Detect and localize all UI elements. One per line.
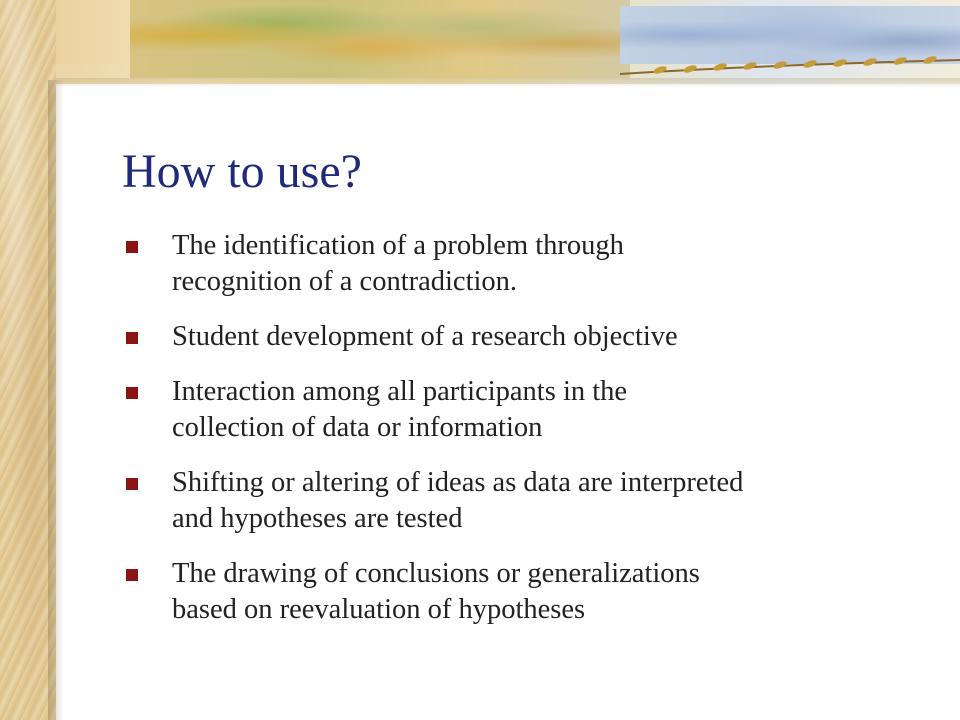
- page-edge-shadow: [48, 80, 64, 720]
- banner-leaf-pattern: [130, 0, 630, 78]
- bullet-text-line: based on reevaluation of hypotheses: [172, 594, 586, 625]
- slide-title: How to use?: [122, 145, 362, 198]
- square-bullet-icon: [126, 332, 138, 344]
- bullet-text-line: Interaction among all participants in the: [172, 376, 628, 407]
- square-bullet-icon: [126, 478, 138, 490]
- bullet-text-line: recognition of a contradiction.: [172, 266, 518, 297]
- bullet-item: [122, 465, 932, 537]
- bullet-text-line: collection of data or information: [172, 412, 543, 443]
- bullet-item: [122, 556, 932, 628]
- banner-shadow: [0, 78, 960, 88]
- bullet-text-line: The identification of a problem through: [172, 230, 624, 261]
- square-bullet-icon: [126, 569, 138, 581]
- square-bullet-icon: [126, 387, 138, 399]
- bullet-text-line: Shifting or altering of ideas as data are interpreted: [172, 467, 744, 498]
- bullet-item: [122, 228, 932, 300]
- bullet-text-line: The drawing of conclusions or generalizations: [172, 558, 700, 589]
- bullet-item: [122, 374, 932, 446]
- bullet-item: [122, 319, 932, 355]
- bullet-list: [122, 228, 932, 647]
- bullet-text-line: Student development of a research objective: [172, 321, 678, 352]
- square-bullet-icon: [126, 241, 138, 253]
- top-decorative-banner: [0, 0, 960, 84]
- wheat-stalk-icon: [620, 56, 960, 80]
- bullet-text-line: and hypotheses are tested: [172, 503, 463, 534]
